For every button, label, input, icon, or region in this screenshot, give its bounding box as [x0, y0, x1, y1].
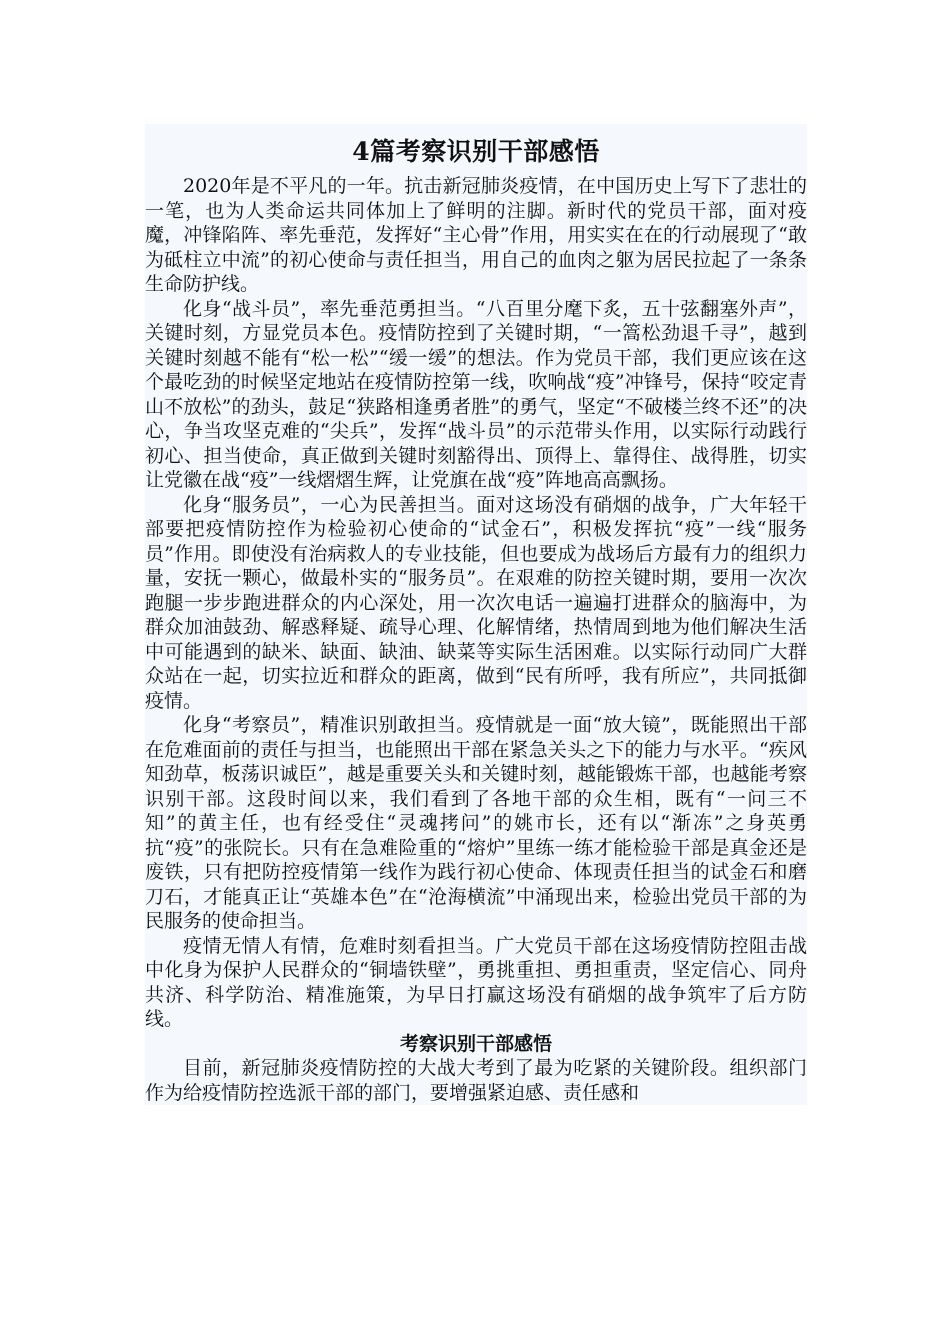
- paragraph-5: 疫情无情人有情，危难时刻看担当。广大党员干部在这场疫情防控阻击战中化身为保护人民群众的“铜墙铁壁”，勇挑重担、勇担重责，坚定信心、同舟共济、科学防治、精准施策，为早日打赢这场没有硝烟的战争筑牢了后方防线。: [145, 934, 807, 1030]
- section-title: 考察识别干部感悟: [399, 1032, 552, 1055]
- paragraph-2: 化身“战斗员”，率先垂范勇担当。“八百里分麾下炙，五十弦翻塞外声”，关键时刻，方显党员本色。疫情防控到了关键时期，“一篙松劲退千寻”，越到关键时刻越不能有“松一松”“缓一缓”的想法。作为党员干部，我们更应该在这个最吃劲的时候坚定地站在疫情防控第一线，吹响战“疫”冲锋号，保持“咬定青山不放松”的劲头，鼓足“狭路相逢勇者胜”的勇气，坚定“不破楼兰终不还”的决心，争当攻坚克难的“尖兵”，发挥“战斗员”的示范带头作用，以实际行动践行初心、担当使命，真正做到关键时刻豁得出、顶得上、靠得住、战得胜，切实让党徽在战“疫”一线熠熠生辉，让党旗在战“疫”阵地高高飘扬。: [145, 297, 807, 491]
- paragraph-4: 化身“考察员”，精准识别敢担当。疫情就是一面“放大镜”，既能照出干部在危难面前的责任与担当，也能照出干部在紧急关头之下的能力与水平。“疾风知劲草，板荡识诚臣”，越是重要关头和关键时刻，越能锻炼干部，也越能考察识别干部。这段时间以来，我们看到了各地干部的众生相，既有“一问三不知”的黄主任，也有经受住“灵魂拷问”的姚市长，还有以“渐冻”之身英勇抗“疫”的张院长。只有在急难险重的“熔炉”里练一练才能检验干部是真金还是废铁，只有把防控疫情第一线作为践行初心使命、体现责任担当的试金石和磨刀石，才能真正让“英雄本色”在“沧海横流”中涌现出来，检验出党员干部的为民服务的使命担当。: [145, 714, 807, 932]
- section-paragraph-1: 目前，新冠肺炎疫情防控的大战大考到了最为吃紧的关键阶段。组织部门作为给疫情防控选派干部的部门，要增强紧迫感、责任感和: [145, 1057, 807, 1104]
- paragraph-1: 2020年是不平凡的一年。抗击新冠肺炎疫情，在中国历史上写下了悲壮的一笔，也为人类命运共同体加上了鲜明的注脚。新时代的党员干部，面对疫魔，冲锋陷阵、率先垂范，发挥好“主心骨”作用，用实实在在的行动展现了“敢为砥柱立中流”的初心使命与责任担当，用自己的血肉之躯为居民拉起了一条条生命防护线。: [145, 175, 807, 295]
- paragraph-3: 化身“服务员”，一心为民善担当。面对这场没有硝烟的战争，广大年轻干部要把疫情防控作为检验初心使命的“试金石”，积极发挥抗“疫”一线“服务员”作用。即使没有治病救人的专业技能，但也要成为战场后方最有力的组织力量，安抚一颗心，做最朴实的“服务员”。在艰难的防控关键时期，要用一次次跑腿一步步跑进群众的内心深处，用一次次电话一遍遍打进群众的脑海中，为群众加油鼓劲、解惑释疑、疏导心理、化解情绪，热情周到地为他们解决生活中可能遇到的缺米、缺面、缺油、缺菜等实际生活困难。以实际行动同广大群众站在一起，切实拉近和群众的距离，做到“民有所呼，我有所应”，共同抵御疫情。: [145, 493, 807, 712]
- document-page: [145, 124, 807, 1105]
- document-title: 4篇考察识别干部感悟: [352, 137, 600, 166]
